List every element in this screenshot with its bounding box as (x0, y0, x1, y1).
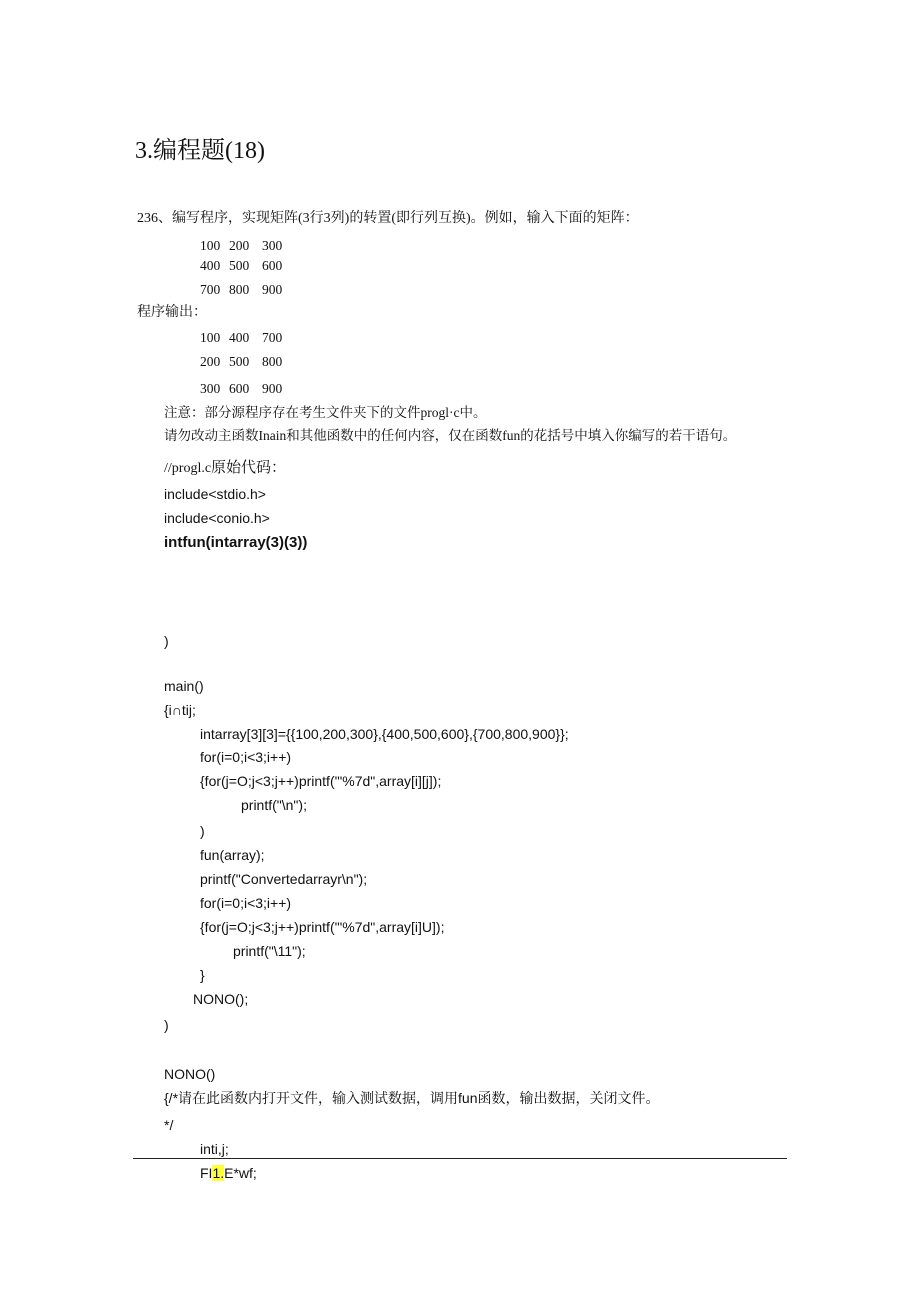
matrix-cell: 500 (229, 258, 250, 273)
matrix-cell: 200 (229, 238, 250, 253)
code-text: FI (200, 1165, 213, 1181)
code-header-label: 原始代码： (211, 459, 287, 476)
matrix-cell: 400 (229, 330, 250, 345)
matrix-cell: 700 (262, 330, 283, 345)
code-line-comment: {/*请在此函数内打开文件，输入测试数据，调用fun函数，输出数据，关闭文件。 (164, 1090, 660, 1106)
matrix-cell: 800 (229, 282, 250, 297)
code-line: {for(j=O;j<3;j++)printf('"%7d",array[i][j]); (200, 773, 442, 789)
code-line: include<conio.h> (164, 510, 270, 526)
code-line: inti,j; (200, 1141, 229, 1157)
code-line: intarray[3][3]={{100,200,300},{400,500,600},{700,800,900}}; (200, 726, 569, 742)
matrix-cell: 600 (262, 258, 283, 273)
code-line: for(i=0;i<3;i++) (200, 749, 292, 765)
code-line-fun-signature: intfun(intarray(3)(3)) (164, 534, 308, 551)
matrix-cell: 100 (200, 238, 221, 253)
code-file-name: //progl.c (164, 461, 212, 476)
question-text: 236、编写程序，实现矩阵(3行3列)的转置(即行列互换)。例如，输入下面的矩阵： (137, 211, 639, 226)
section-title: 3.编程题(18) (135, 138, 265, 164)
matrix-cell: 300 (200, 381, 221, 396)
code-header (164, 460, 286, 476)
matrix-cell: 900 (262, 282, 283, 297)
matrix-cell: 700 (200, 282, 221, 297)
code-line: NONO(); (193, 991, 249, 1007)
code-line: ) (164, 633, 169, 649)
code-line: } (200, 967, 205, 983)
code-line: fun(array); (200, 847, 265, 863)
code-line: NONO() (164, 1066, 216, 1082)
code-line: printf("\11"); (233, 943, 306, 959)
matrix-cell: 500 (229, 354, 250, 369)
note-instructions: 请勿改动主函数Inain和其他函数中的任何内容，仅在函数fun的花括号中填入你编写的若干语句。 (164, 428, 737, 443)
code-line: for(i=0;i<3;i++) (200, 895, 292, 911)
matrix-cell: 600 (229, 381, 250, 396)
code-line: main() (164, 678, 204, 694)
code-line: ) (164, 1017, 169, 1033)
code-line: ) (200, 823, 205, 839)
code-line: include<stdio.h> (164, 486, 266, 502)
code-text: E*wf; (224, 1165, 257, 1181)
matrix-cell: 800 (262, 354, 283, 369)
code-line: printf("\n"); (241, 797, 307, 813)
matrix-cell: 300 (262, 238, 283, 253)
highlighted-text: 1. (212, 1165, 225, 1181)
matrix-cell: 100 (200, 330, 221, 345)
output-label: 程序输出： (137, 305, 207, 320)
code-line: {i∩tij; (164, 702, 196, 718)
code-line: */ (164, 1117, 174, 1133)
code-line: {for(j=O;j<3;j++)printf('"%7d",array[i]U]); (200, 919, 445, 935)
matrix-cell: 900 (262, 381, 283, 396)
code-line: printf("Convertedarrayr\n"); (200, 871, 368, 887)
note-source-file: 注意：部分源程序存在考生文件夹下的文件progl·c中。 (164, 405, 487, 420)
page-divider (133, 1158, 787, 1159)
matrix-cell: 200 (200, 354, 221, 369)
code-line (200, 1166, 257, 1180)
matrix-cell: 400 (200, 258, 221, 273)
